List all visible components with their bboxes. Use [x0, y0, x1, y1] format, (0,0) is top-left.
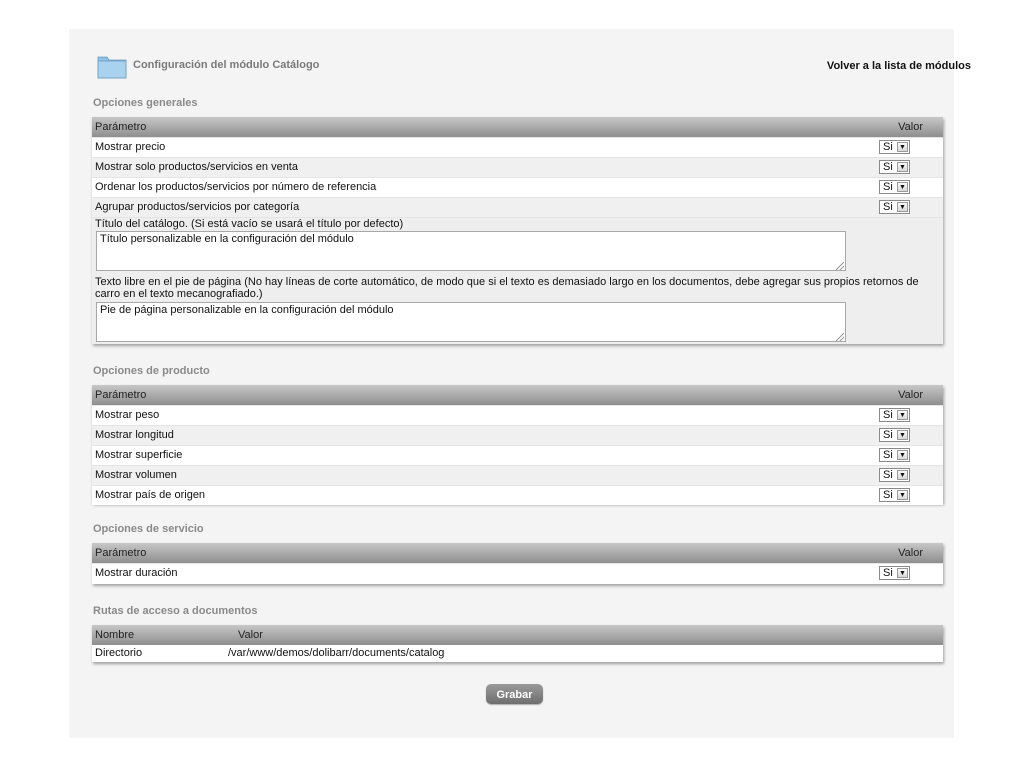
text-options-block [92, 217, 943, 344]
page-header [97, 51, 971, 81]
page-title: Configuración del módulo Catálogo [133, 59, 320, 71]
table-row [92, 563, 943, 583]
table-row [92, 197, 943, 217]
product-options-table [92, 385, 943, 503]
table-header [92, 543, 943, 563]
option-label: Mostrar superficie [95, 449, 183, 461]
chevron-down-icon: ▼ [897, 202, 908, 212]
table-row [92, 425, 943, 445]
document-paths-table [92, 625, 943, 662]
chevron-down-icon: ▼ [897, 490, 908, 500]
group-by-category-select[interactable]: Si ▼ [879, 200, 910, 214]
path-value: /var/www/demos/dolibarr/documents/catalog [228, 647, 445, 659]
option-label: Mostrar volumen [95, 469, 177, 481]
show-volume-select[interactable]: Si ▼ [879, 468, 910, 482]
table-row [92, 177, 943, 197]
table-row [92, 465, 943, 485]
table-header [92, 385, 943, 405]
table-row [92, 485, 943, 505]
catalog-title-label: Título del catálogo. (Si está vacío se usará el título por defecto) [95, 218, 404, 230]
product-options-title: Opciones de producto [93, 365, 210, 377]
chevron-down-icon: ▼ [897, 162, 908, 172]
show-length-select[interactable]: Si ▼ [879, 428, 910, 442]
catalog-title-input[interactable] [96, 231, 846, 271]
option-label: Mostrar precio [95, 141, 166, 153]
chevron-down-icon: ▼ [897, 430, 908, 440]
column-header-value: Valor [898, 389, 923, 401]
column-header-parameter: Parámetro [95, 547, 147, 559]
option-label: Agrupar productos/servicios por categoría [95, 201, 300, 213]
column-header-value: Valor [238, 629, 263, 641]
show-duration-select[interactable]: Si ▼ [879, 566, 910, 580]
table-row [92, 405, 943, 425]
path-name: Directorio [95, 647, 143, 659]
sort-by-ref-select[interactable]: Si ▼ [879, 180, 910, 194]
option-label: Ordenar los productos/servicios por número de referencia [95, 181, 377, 193]
table-row [92, 445, 943, 465]
table-row [92, 157, 943, 177]
resize-grip-icon[interactable] [836, 333, 844, 341]
option-label: Mostrar peso [95, 409, 160, 421]
column-header-name: Nombre [95, 629, 135, 641]
show-country-select[interactable]: Si ▼ [879, 488, 910, 502]
general-options-table [92, 117, 943, 344]
table-header [92, 117, 943, 137]
document-paths-title: Rutas de acceso a documentos [93, 605, 258, 617]
option-label: Mostrar país de origen [95, 489, 206, 501]
chevron-down-icon: ▼ [897, 410, 908, 420]
column-header-parameter: Parámetro [95, 389, 147, 401]
table-row [92, 137, 943, 157]
table-header [92, 625, 943, 645]
column-header-parameter: Parámetro [95, 121, 147, 133]
footer-text-label: Texto libre en el pie de página (No hay líneas de corte automático, de modo que si el texto es demasiado largo en los documentos, debe agregar sus propios retornos de carro en el texto mecanografiado.) [95, 276, 919, 300]
service-options-title: Opciones de servicio [93, 523, 204, 535]
chevron-down-icon: ▼ [897, 568, 908, 578]
chevron-down-icon: ▼ [897, 182, 908, 192]
general-options-title: Opciones generales [93, 97, 198, 109]
column-header-value: Valor [898, 547, 923, 559]
module-config-panel [69, 29, 971, 738]
resize-grip-icon[interactable] [836, 262, 844, 270]
back-to-modules-link[interactable]: Volver a la lista de módulos [826, 60, 971, 72]
save-button[interactable]: Grabar [486, 684, 543, 704]
chevron-down-icon: ▼ [897, 470, 908, 480]
table-row [92, 645, 943, 662]
show-on-sale-only-select[interactable]: Si ▼ [879, 160, 910, 174]
folder-icon [97, 53, 127, 79]
show-surface-select[interactable]: Si ▼ [879, 448, 910, 462]
service-options-table [92, 543, 943, 584]
footer-text-input[interactable] [96, 302, 846, 342]
chevron-down-icon: ▼ [897, 450, 908, 460]
option-label: Mostrar solo productos/servicios en venta [95, 161, 298, 173]
show-weight-select[interactable]: Si ▼ [879, 408, 910, 422]
column-header-value: Valor [898, 121, 923, 133]
chevron-down-icon: ▼ [897, 142, 908, 152]
show-price-select[interactable]: Si ▼ [879, 140, 910, 154]
option-label: Mostrar longitud [95, 429, 174, 441]
option-label: Mostrar duración [95, 567, 178, 579]
